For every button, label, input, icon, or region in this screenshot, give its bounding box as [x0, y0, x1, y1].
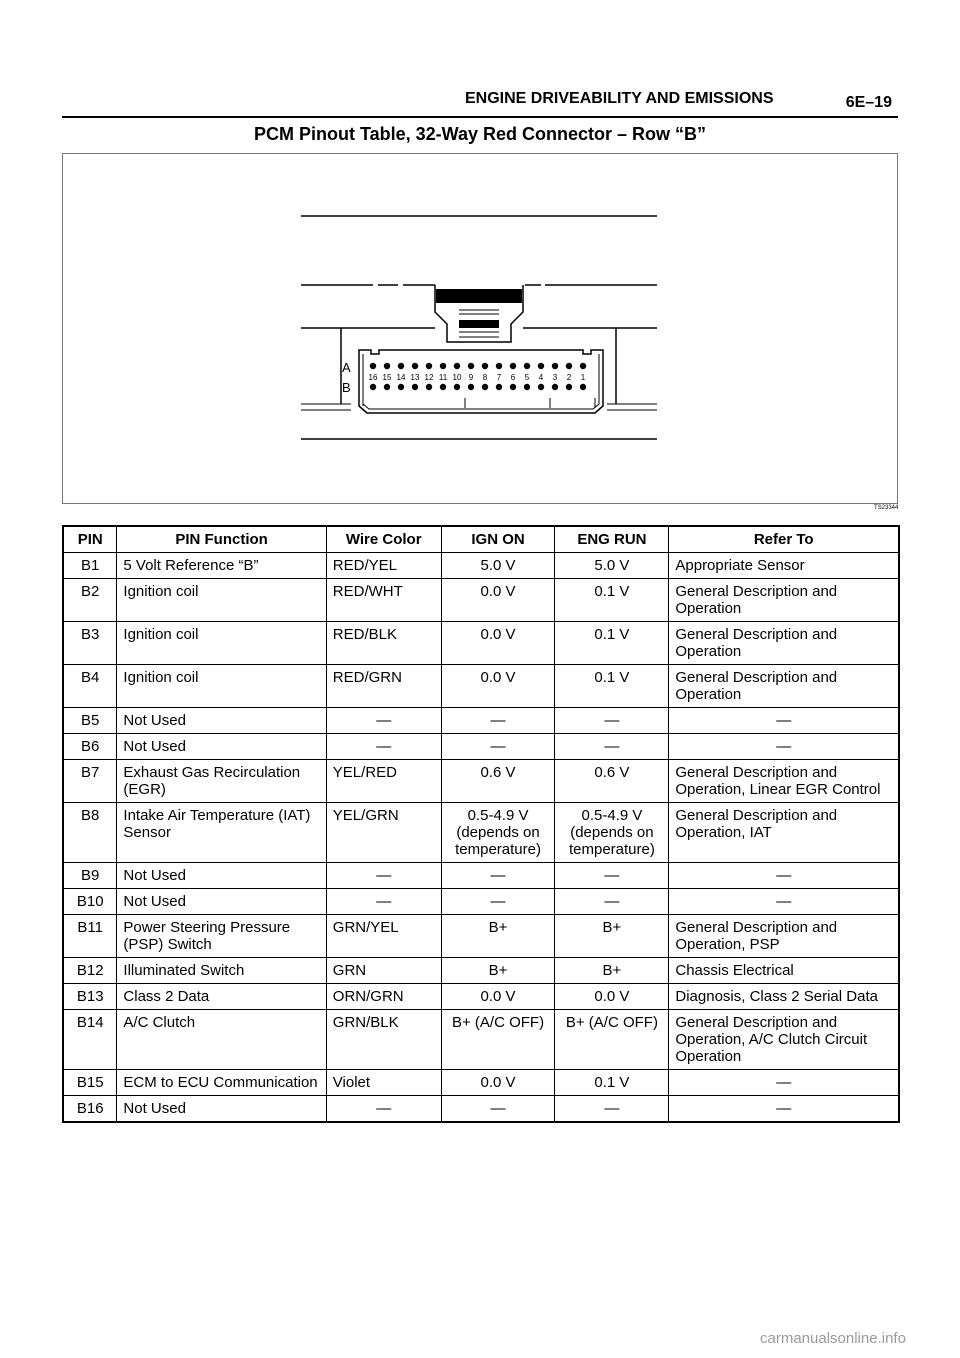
table-cell: Exhaust Gas Recirculation (EGR) — [117, 760, 326, 803]
table-cell: Not Used — [117, 863, 326, 889]
table-cell: Ignition coil — [117, 579, 326, 622]
watermark: carmanualsonline.info — [760, 1330, 906, 1347]
pin-number: 11 — [438, 373, 448, 382]
table-cell: Not Used — [117, 734, 326, 760]
table-cell: — — [555, 734, 669, 760]
table-cell: — — [326, 863, 441, 889]
table-cell: Power Steering Pressure (PSP) Switch — [117, 915, 326, 958]
pinout-table — [62, 525, 900, 1123]
table-cell: 0.6 V — [441, 760, 555, 803]
table-cell: ECM to ECU Communication — [117, 1070, 326, 1096]
table-row — [63, 1096, 899, 1123]
table-cell: B4 — [63, 665, 117, 708]
table-row — [63, 1070, 899, 1096]
table-cell: RED/GRN — [326, 665, 441, 708]
table-cell: B+ (A/C OFF) — [555, 1010, 669, 1070]
pin-number: 9 — [468, 373, 474, 382]
table-row — [63, 622, 899, 665]
table-cell: — — [441, 889, 555, 915]
table-row — [63, 984, 899, 1010]
row-label-a: A — [342, 360, 351, 375]
table-cell: Diagnosis, Class 2 Serial Data — [669, 984, 899, 1010]
table-cell: — — [555, 708, 669, 734]
page-number: 6E–19 — [845, 94, 892, 111]
table-cell: General Description and Operation — [669, 665, 899, 708]
table-cell: B2 — [63, 579, 117, 622]
table-cell: General Description and Operation, A/C Clutch Circuit Operation — [669, 1010, 899, 1070]
table-cell: 5 Volt Reference “B” — [117, 553, 326, 579]
page-header — [62, 88, 898, 118]
table-row — [63, 1010, 899, 1070]
table-cell: — — [326, 889, 441, 915]
table-cell: YEL/RED — [326, 760, 441, 803]
table-cell: GRN/BLK — [326, 1010, 441, 1070]
table-header-row — [63, 526, 899, 553]
table-cell: B1 — [63, 553, 117, 579]
table-cell: 0.1 V — [555, 622, 669, 665]
pin-number: 14 — [396, 373, 406, 382]
table-cell: RED/YEL — [326, 553, 441, 579]
table-cell: General Description and Operation — [669, 579, 899, 622]
table-cell: 5.0 V — [555, 553, 669, 579]
table-cell: Not Used — [117, 1096, 326, 1123]
pin-number: 5 — [524, 373, 530, 382]
table-cell: B7 — [63, 760, 117, 803]
table-row — [63, 579, 899, 622]
table-cell: Violet — [326, 1070, 441, 1096]
table-cell: B16 — [63, 1096, 117, 1123]
table-cell: — — [669, 734, 899, 760]
table-row — [63, 708, 899, 734]
column-header: PIN — [63, 526, 117, 553]
table-cell: Ignition coil — [117, 665, 326, 708]
table-cell: YEL/GRN — [326, 803, 441, 863]
table-cell: B6 — [63, 734, 117, 760]
table-title: PCM Pinout Table, 32-Way Red Connector – Row “B” — [253, 124, 707, 144]
pin-number: 8 — [482, 373, 488, 382]
table-cell: B14 — [63, 1010, 117, 1070]
table-cell: B9 — [63, 863, 117, 889]
table-cell: — — [441, 1096, 555, 1123]
table-cell: 0.1 V — [555, 579, 669, 622]
table-cell: Not Used — [117, 889, 326, 915]
pin-number: 12 — [424, 373, 434, 382]
connector-figure — [62, 153, 898, 504]
table-cell: — — [669, 863, 899, 889]
table-cell: RED/WHT — [326, 579, 441, 622]
table-cell: B+ — [555, 915, 669, 958]
column-header: IGN ON — [441, 526, 555, 553]
connector-diagram — [63, 154, 897, 503]
table-cell: Ignition coil — [117, 622, 326, 665]
table-cell: — — [326, 1096, 441, 1123]
table-cell: A/C Clutch — [117, 1010, 326, 1070]
table-cell: Not Used — [117, 708, 326, 734]
table-cell: 0.0 V — [441, 665, 555, 708]
column-header: Wire Color — [326, 526, 441, 553]
table-cell: — — [441, 734, 555, 760]
table-row — [63, 915, 899, 958]
column-header: PIN Function — [117, 526, 326, 553]
table-row — [63, 863, 899, 889]
table-cell: — — [555, 1096, 669, 1123]
pin-number: 6 — [510, 373, 516, 382]
table-cell: 0.6 V — [555, 760, 669, 803]
pin-number: 10 — [452, 373, 462, 382]
table-cell: — — [441, 708, 555, 734]
table-row — [63, 665, 899, 708]
pin-number: 4 — [538, 373, 544, 382]
table-cell: 0.0 V — [441, 579, 555, 622]
pin-number: 2 — [566, 373, 572, 382]
table-cell: B10 — [63, 889, 117, 915]
table-row — [63, 734, 899, 760]
table-cell: 0.0 V — [441, 1070, 555, 1096]
table-cell: GRN/YEL — [326, 915, 441, 958]
table-cell: B15 — [63, 1070, 117, 1096]
table-cell: — — [669, 1070, 899, 1096]
table-cell: 0.0 V — [441, 622, 555, 665]
table-cell: 5.0 V — [441, 553, 555, 579]
table-cell: B5 — [63, 708, 117, 734]
row-label-b: B — [342, 380, 351, 395]
table-cell: General Description and Operation, Linear EGR Control — [669, 760, 899, 803]
table-cell: ORN/GRN — [326, 984, 441, 1010]
table-cell: — — [326, 734, 441, 760]
table-cell: — — [555, 863, 669, 889]
table-row — [63, 553, 899, 579]
pin-number: 16 — [368, 373, 378, 382]
table-cell: 0.5-4.9 V (depends on temperature) — [555, 803, 669, 863]
table-cell: B11 — [63, 915, 117, 958]
table-cell: General Description and Operation, PSP — [669, 915, 899, 958]
table-cell: B12 — [63, 958, 117, 984]
pin-number: 13 — [410, 373, 420, 382]
table-cell: General Description and Operation — [669, 622, 899, 665]
table-cell: 0.0 V — [441, 984, 555, 1010]
table-cell: 0.1 V — [555, 1070, 669, 1096]
table-cell: General Description and Operation, IAT — [669, 803, 899, 863]
table-row — [63, 760, 899, 803]
table-cell: — — [669, 1096, 899, 1123]
table-cell: 0.5-4.9 V (depends on temperature) — [441, 803, 555, 863]
column-header: ENG RUN — [555, 526, 669, 553]
table-cell: Chassis Electrical — [669, 958, 899, 984]
table-cell: — — [326, 708, 441, 734]
table-row — [63, 803, 899, 863]
table-row — [63, 958, 899, 984]
table-cell: RED/BLK — [326, 622, 441, 665]
pin-number: 3 — [552, 373, 558, 382]
section-title: ENGINE DRIVEABILITY AND EMISSIONS — [465, 90, 774, 107]
pin-number: 15 — [382, 373, 392, 382]
table-cell: — — [441, 863, 555, 889]
table-cell: — — [669, 708, 899, 734]
table-body — [63, 553, 899, 1123]
table-cell: GRN — [326, 958, 441, 984]
table-cell: — — [555, 889, 669, 915]
pin-number: 7 — [496, 373, 502, 382]
table-cell: Appropriate Sensor — [669, 553, 899, 579]
table-cell: B8 — [63, 803, 117, 863]
table-cell: B+ — [555, 958, 669, 984]
table-cell: B13 — [63, 984, 117, 1010]
column-header: Refer To — [669, 526, 899, 553]
table-cell: Class 2 Data — [117, 984, 326, 1010]
table-row — [63, 889, 899, 915]
table-cell: B+ (A/C OFF) — [441, 1010, 555, 1070]
figure-code: TS23344 — [874, 505, 899, 511]
table-cell: 0.1 V — [555, 665, 669, 708]
table-cell: Illuminated Switch — [117, 958, 326, 984]
table-cell: B+ — [441, 915, 555, 958]
table-cell: B+ — [441, 958, 555, 984]
table-cell: — — [669, 889, 899, 915]
table-cell: Intake Air Temperature (IAT) Sensor — [117, 803, 326, 863]
table-cell: B3 — [63, 622, 117, 665]
table-cell: 0.0 V — [555, 984, 669, 1010]
pin-number: 1 — [580, 373, 586, 382]
